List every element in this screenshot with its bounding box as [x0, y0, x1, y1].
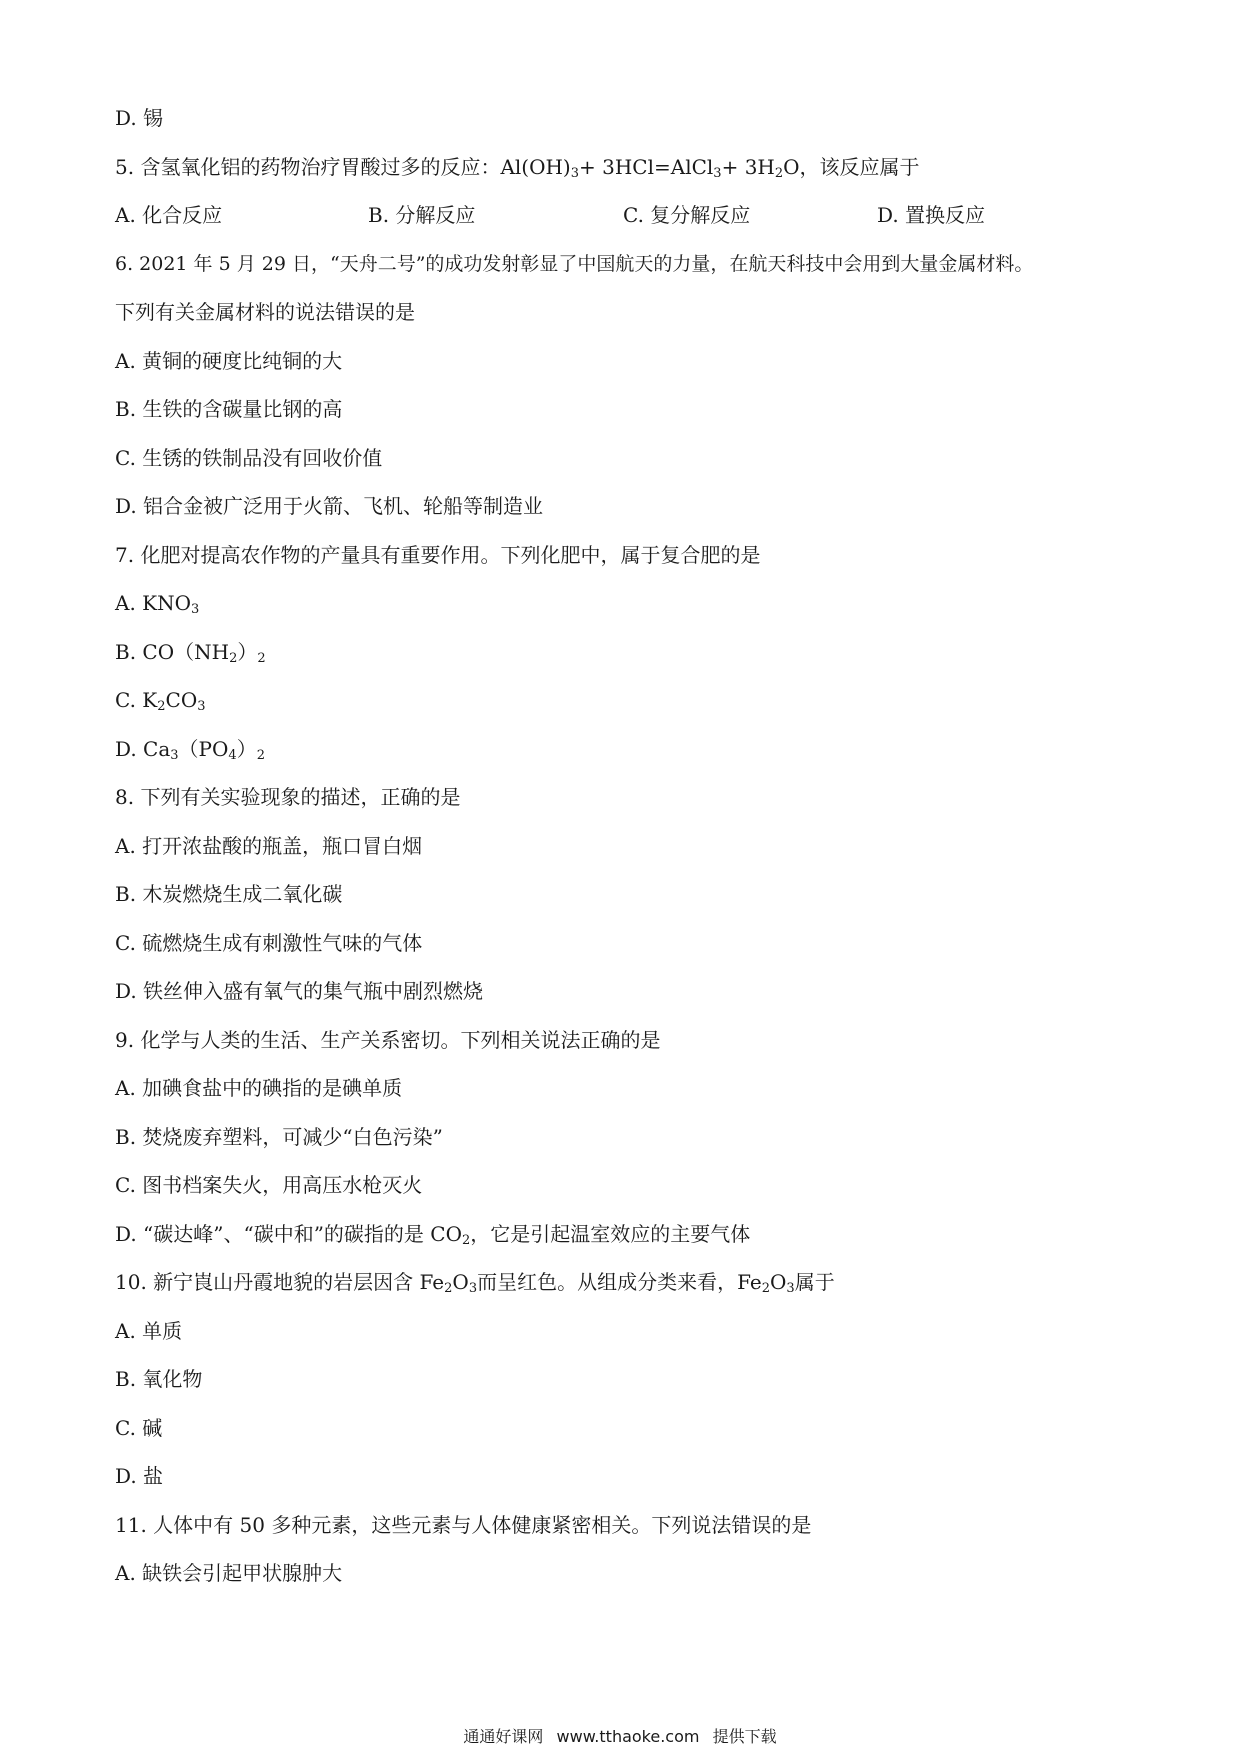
q10-option-d: D. 盐	[115, 1464, 164, 1488]
q5-stem: 5. 含氢氧化铝的药物治疗胃酸过多的反应：$Al(OH)_3+$ 3HCl=AlCl$_3$+ $3H_2O$，该反应属于	[115, 155, 920, 181]
q8-stem: 8. 下列有关实验现象的描述，正确的是	[115, 785, 461, 809]
page-footer	[0, 1724, 1240, 1747]
q9-option-d: D. “碳达峰”、“碳中和”的碳指的是 $CO_2$，它是引起温室效应的主要气体	[115, 1222, 751, 1248]
q9-option-b: B. 焚烧废弃塑料，可减少“白色污染”	[115, 1125, 443, 1149]
q8-option-b: B. 木炭燃烧生成二氧化碳	[115, 882, 343, 906]
q5-option-d: D. 置换反应	[877, 203, 986, 227]
q10-stem: 10. 新宁崀山丹霞地貌的岩层因含 $Fe_2O_3$而呈红色。从组成分类来看，$Fe_2O_3$属于	[115, 1270, 835, 1296]
q7-option-d: D. $Ca_3(PO_4)_2$	[115, 737, 265, 763]
q8-option-d: D. 铁丝伸入盛有氧气的集气瓶中剧烈燃烧	[115, 979, 484, 1003]
q5-option-a: A. 化合反应	[115, 203, 223, 227]
footer-url[interactable]: www.tthaoke.com	[556, 1727, 700, 1746]
q9-option-a: A. 加碘食盐中的碘指的是碘单质	[115, 1076, 403, 1100]
q11-option-a: A. 缺铁会引起甲状腺肿大	[115, 1561, 343, 1585]
q7-option-a: A. $KNO_3$	[115, 591, 200, 617]
footer-note: 提供下载	[712, 1727, 777, 1746]
q7-option-c: C. $K_2CO_3$	[115, 688, 206, 714]
q6-option-a: A. 黄铜的硬度比纯铜的大	[115, 349, 343, 373]
q10-option-b: B. 氧化物	[115, 1367, 203, 1391]
q6-option-d: D. 铝合金被广泛用于火箭、飞机、轮船等制造业	[115, 494, 544, 518]
q5-option-b: B. 分解反应	[368, 203, 476, 227]
q8-option-c: C. 硫燃烧生成有刺激性气味的气体	[115, 931, 423, 955]
footer-site: 通通好课网	[463, 1727, 544, 1746]
q10-option-a: A. 单质	[115, 1319, 183, 1343]
q9-option-c: C. 图书档案失火，用高压水枪灭火	[115, 1173, 423, 1197]
q6-option-b: B. 生铁的含碳量比钢的高	[115, 397, 343, 421]
q5-option-c: C. 复分解反应	[623, 203, 751, 227]
q6-stem-line1: 6. 2021 年 5 月 29 日，“天舟二号”的成功发射彰显了中国航天的力量，在航天科技中会用到大量金属材料。	[115, 253, 1034, 275]
q7-stem: 7. 化肥对提高农作物的产量具有重要作用。下列化肥中，属于复合肥的是	[115, 543, 761, 567]
q7-option-b: B. $CO(NH_2)_2$	[115, 640, 266, 666]
q10-option-c: C. 碱	[115, 1416, 163, 1440]
q8-option-a: A. 打开浓盐酸的瓶盖，瓶口冒白烟	[115, 834, 423, 858]
q6-option-c: C. 生锈的铁制品没有回收价值	[115, 446, 383, 470]
q6-stem-line2: 下列有关金属材料的说法错误的是	[115, 300, 415, 324]
q4-option-d: D. 锡	[115, 106, 164, 130]
q11-stem: 11. 人体中有 50 多种元素，这些元素与人体健康紧密相关。下列说法错误的是	[115, 1513, 812, 1537]
q9-stem: 9. 化学与人类的生活、生产关系密切。下列相关说法正确的是	[115, 1028, 661, 1052]
